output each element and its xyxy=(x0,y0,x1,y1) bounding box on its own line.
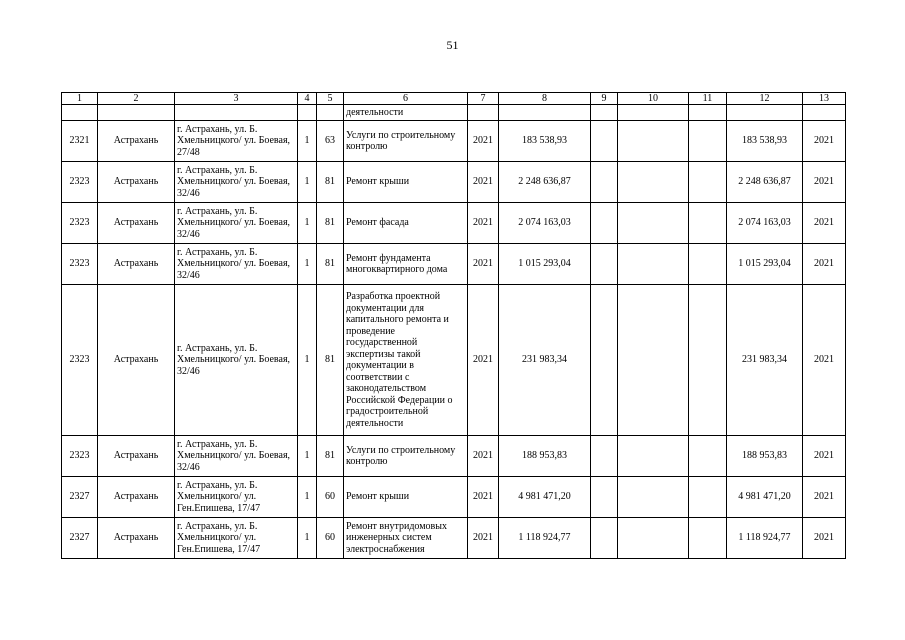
municipality-cell: Астрахань xyxy=(98,244,175,285)
page-number: 51 xyxy=(446,38,459,52)
col11-cell xyxy=(689,518,727,559)
year-cell: 2021 xyxy=(468,203,499,244)
col11-cell xyxy=(689,285,727,436)
col9-cell xyxy=(591,477,618,518)
col11-cell xyxy=(689,436,727,477)
column-number: 7 xyxy=(468,93,499,105)
table-cell xyxy=(499,105,591,121)
cost-cell: 188 953,83 xyxy=(727,436,803,477)
row-id-cell: 2327 xyxy=(62,477,98,518)
work-type-cell: Ремонт фасада xyxy=(344,203,468,244)
col4-cell: 1 xyxy=(298,244,317,285)
year-cell: 2021 xyxy=(468,436,499,477)
address-cell: г. Астрахань, ул. Б. Хмельницкого/ ул. Боевая, 32/46 xyxy=(175,285,298,436)
column-number: 13 xyxy=(803,93,846,105)
table-cell xyxy=(317,105,344,121)
table-row xyxy=(62,285,846,436)
address-cell: г. Астрахань, ул. Б. Хмельницкого/ ул. Ген.Епишева, 17/47 xyxy=(175,477,298,518)
address-cell: г. Астрахань, ул. Б. Хмельницкого/ ул. Боевая, 32/46 xyxy=(175,162,298,203)
row-id-cell: 2321 xyxy=(62,121,98,162)
address-cell: г. Астрахань, ул. Б. Хмельницкого/ ул. Ген.Епишева, 17/47 xyxy=(175,518,298,559)
col9-cell xyxy=(591,285,618,436)
col5-cell: 60 xyxy=(317,477,344,518)
col9-cell xyxy=(591,244,618,285)
col4-cell: 1 xyxy=(298,162,317,203)
cost-cell: 183 538,93 xyxy=(727,121,803,162)
completion-year-cell: 2021 xyxy=(803,244,846,285)
table-cell xyxy=(591,105,618,121)
column-number: 11 xyxy=(689,93,727,105)
table-cell xyxy=(62,105,98,121)
table-cell xyxy=(727,105,803,121)
table-row xyxy=(62,203,846,244)
column-number: 10 xyxy=(618,93,689,105)
table-cell xyxy=(298,105,317,121)
col11-cell xyxy=(689,121,727,162)
col10-cell xyxy=(618,285,689,436)
col4-cell: 1 xyxy=(298,121,317,162)
table-cell xyxy=(468,105,499,121)
year-cell: 2021 xyxy=(468,162,499,203)
table-cell xyxy=(175,105,298,121)
completion-year-cell: 2021 xyxy=(803,436,846,477)
table-cell xyxy=(689,105,727,121)
column-number: 12 xyxy=(727,93,803,105)
address-cell: г. Астрахань, ул. Б. Хмельницкого/ ул. Боевая, 32/46 xyxy=(175,436,298,477)
municipality-cell: Астрахань xyxy=(98,121,175,162)
cost-cell: 1 118 924,77 xyxy=(727,518,803,559)
col10-cell xyxy=(618,203,689,244)
table-cell xyxy=(98,105,175,121)
col5-cell: 63 xyxy=(317,121,344,162)
municipality-cell: Астрахань xyxy=(98,436,175,477)
col9-cell xyxy=(591,436,618,477)
col5-cell: 81 xyxy=(317,285,344,436)
table-cell xyxy=(618,105,689,121)
col11-cell xyxy=(689,203,727,244)
col9-cell xyxy=(591,162,618,203)
table-cell xyxy=(803,105,846,121)
col10-cell xyxy=(618,121,689,162)
col9-cell xyxy=(591,121,618,162)
work-type-cell: Услуги по строительному контролю xyxy=(344,436,468,477)
col10-cell xyxy=(618,518,689,559)
column-number: 1 xyxy=(62,93,98,105)
column-number: 2 xyxy=(98,93,175,105)
total-cost-cell: 188 953,83 xyxy=(499,436,591,477)
column-number: 3 xyxy=(175,93,298,105)
cost-cell: 2 074 163,03 xyxy=(727,203,803,244)
municipality-cell: Астрахань xyxy=(98,203,175,244)
row-id-cell: 2323 xyxy=(62,244,98,285)
row-id-cell: 2327 xyxy=(62,518,98,559)
column-number: 6 xyxy=(344,93,468,105)
work-type-cell: Разработка проектной документации для капитального ремонта и проведение государственной экспертизы такой документации в соответствии с законодательством Российской Федерации о градостроительной деятельности xyxy=(344,285,468,436)
table-row xyxy=(62,244,846,285)
work-type-cell: деятельности xyxy=(344,105,468,121)
year-cell: 2021 xyxy=(468,477,499,518)
total-cost-cell: 231 983,34 xyxy=(499,285,591,436)
work-type-cell: Ремонт крыши xyxy=(344,162,468,203)
total-cost-cell: 4 981 471,20 xyxy=(499,477,591,518)
municipality-cell: Астрахань xyxy=(98,518,175,559)
year-cell: 2021 xyxy=(468,285,499,436)
completion-year-cell: 2021 xyxy=(803,121,846,162)
col11-cell xyxy=(689,162,727,203)
completion-year-cell: 2021 xyxy=(803,518,846,559)
year-cell: 2021 xyxy=(468,518,499,559)
work-type-cell: Ремонт внутридомовых инженерных систем электроснабжения xyxy=(344,518,468,559)
col10-cell xyxy=(618,436,689,477)
col10-cell xyxy=(618,244,689,285)
total-cost-cell: 1 015 293,04 xyxy=(499,244,591,285)
column-number: 8 xyxy=(499,93,591,105)
work-type-cell: Ремонт крыши xyxy=(344,477,468,518)
municipality-cell: Астрахань xyxy=(98,285,175,436)
row-id-cell: 2323 xyxy=(62,285,98,436)
completion-year-cell: 2021 xyxy=(803,162,846,203)
table-row xyxy=(62,162,846,203)
continuation-row xyxy=(62,105,846,121)
col11-cell xyxy=(689,477,727,518)
col9-cell xyxy=(591,203,618,244)
address-cell: г. Астрахань, ул. Б. Хмельницкого/ ул. Боевая, 32/46 xyxy=(175,244,298,285)
column-number: 4 xyxy=(298,93,317,105)
cost-cell: 231 983,34 xyxy=(727,285,803,436)
row-id-cell: 2323 xyxy=(62,436,98,477)
table-row xyxy=(62,436,846,477)
table-row xyxy=(62,518,846,559)
col5-cell: 81 xyxy=(317,203,344,244)
column-number-row xyxy=(62,93,846,105)
column-number: 5 xyxy=(317,93,344,105)
row-id-cell: 2323 xyxy=(62,203,98,244)
col5-cell: 60 xyxy=(317,518,344,559)
row-id-cell: 2323 xyxy=(62,162,98,203)
total-cost-cell: 183 538,93 xyxy=(499,121,591,162)
year-cell: 2021 xyxy=(468,244,499,285)
col4-cell: 1 xyxy=(298,518,317,559)
municipality-cell: Астрахань xyxy=(98,477,175,518)
completion-year-cell: 2021 xyxy=(803,203,846,244)
total-cost-cell: 2 248 636,87 xyxy=(499,162,591,203)
cost-cell: 2 248 636,87 xyxy=(727,162,803,203)
col5-cell: 81 xyxy=(317,436,344,477)
cost-cell: 1 015 293,04 xyxy=(727,244,803,285)
address-cell: г. Астрахань, ул. Б. Хмельницкого/ ул. Боевая, 32/46 xyxy=(175,203,298,244)
completion-year-cell: 2021 xyxy=(803,285,846,436)
col4-cell: 1 xyxy=(298,285,317,436)
work-type-cell: Услуги по строительному контролю xyxy=(344,121,468,162)
total-cost-cell: 2 074 163,03 xyxy=(499,203,591,244)
col9-cell xyxy=(591,518,618,559)
col5-cell: 81 xyxy=(317,244,344,285)
year-cell: 2021 xyxy=(468,121,499,162)
col4-cell: 1 xyxy=(298,203,317,244)
column-number: 9 xyxy=(591,93,618,105)
address-cell: г. Астрахань, ул. Б. Хмельницкого/ ул. Боевая, 27/48 xyxy=(175,121,298,162)
table-row xyxy=(62,121,846,162)
col4-cell: 1 xyxy=(298,477,317,518)
col4-cell: 1 xyxy=(298,436,317,477)
total-cost-cell: 1 118 924,77 xyxy=(499,518,591,559)
register-table xyxy=(61,92,846,559)
col5-cell: 81 xyxy=(317,162,344,203)
col10-cell xyxy=(618,477,689,518)
col10-cell xyxy=(618,162,689,203)
completion-year-cell: 2021 xyxy=(803,477,846,518)
col11-cell xyxy=(689,244,727,285)
municipality-cell: Астрахань xyxy=(98,162,175,203)
table-row xyxy=(62,477,846,518)
cost-cell: 4 981 471,20 xyxy=(727,477,803,518)
work-type-cell: Ремонт фундамента многоквартирного дома xyxy=(344,244,468,285)
